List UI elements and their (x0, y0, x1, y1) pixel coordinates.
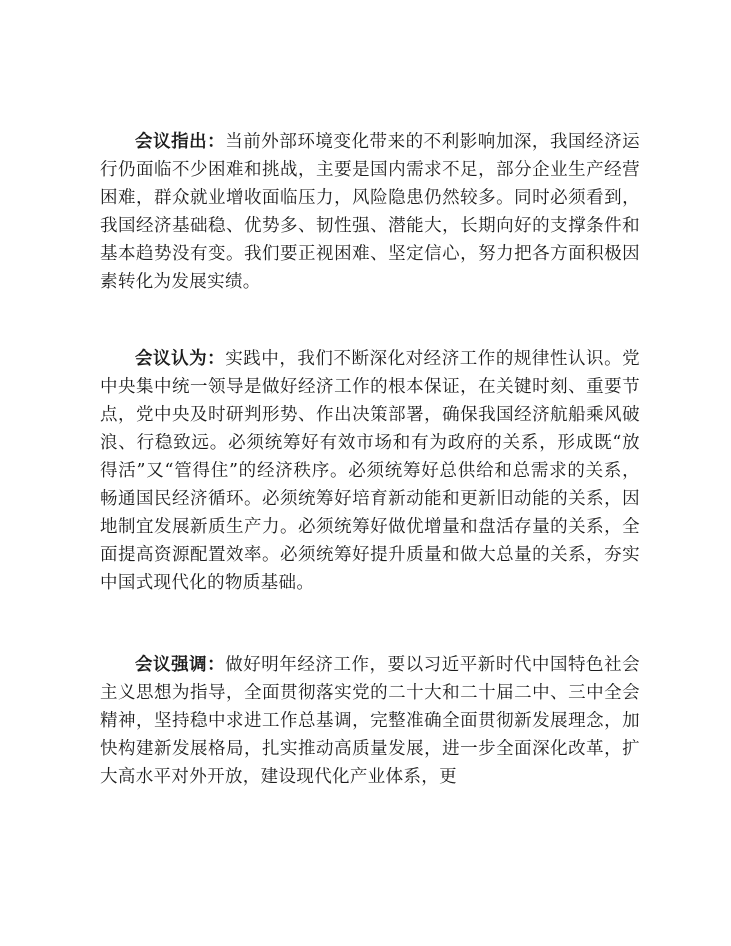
paragraph-lead: 会议指出： (135, 132, 226, 152)
paragraph-meeting-pointed-out (100, 128, 640, 296)
paragraph-body: 当前外部环境变化带来的不利影响加深，我国经济运行仍面临不少困难和挑战，主要是国内需求不足，部分企业生产经营困难，群众就业增收面临压力，风险隐患仍然较多。同时必须看到，我国经济基础稳、优势多、韧性强、潜能大，长期向好的支撑条件和基本趋势没有变。我们要正视困难、坚定信心，努力把各方面积极因素转化为发展实绩。 (100, 132, 640, 292)
paragraph-body: 做好明年经济工作，要以习近平新时代中国特色社会主义思想为指导，全面贯彻落实党的二十大和二十届二中、三中全会精神，坚持稳中求进工作总基调，完整准确全面贯彻新发展理念，加快构建新发展格局，扎实推动高质量发展，进一步全面深化改革，扩大高水平对外开放，建设现代化产业体系，更 (100, 655, 640, 787)
paragraph-meeting-believes (100, 345, 640, 597)
paragraph-lead: 会议强调： (135, 655, 226, 675)
paragraph-body: 实践中，我们不断深化对经济工作的规律性认识。党中央集中统一领导是做好经济工作的根本保证，在关键时刻、重要节点，党中央及时研判形势、作出决策部署，确保我国经济航船乘风破浪、行稳致远。必须统筹好有效市场和有为政府的关系，形成既“放得活”又“管得住”的经济秩序。必须统筹好总供给和总需求的关系，畅通国民经济循环。必须统筹好培育新动能和更新旧动能的关系，因地制宜发展新质生产力。必须统筹好做优增量和盘活存量的关系，全面提高资源配置效率。必须统筹好提升质量和做大总量的关系，夯实中国式现代化的物质基础。 (100, 349, 640, 593)
paragraph-meeting-emphasized (100, 651, 640, 791)
paragraph-lead: 会议认为： (135, 349, 226, 369)
